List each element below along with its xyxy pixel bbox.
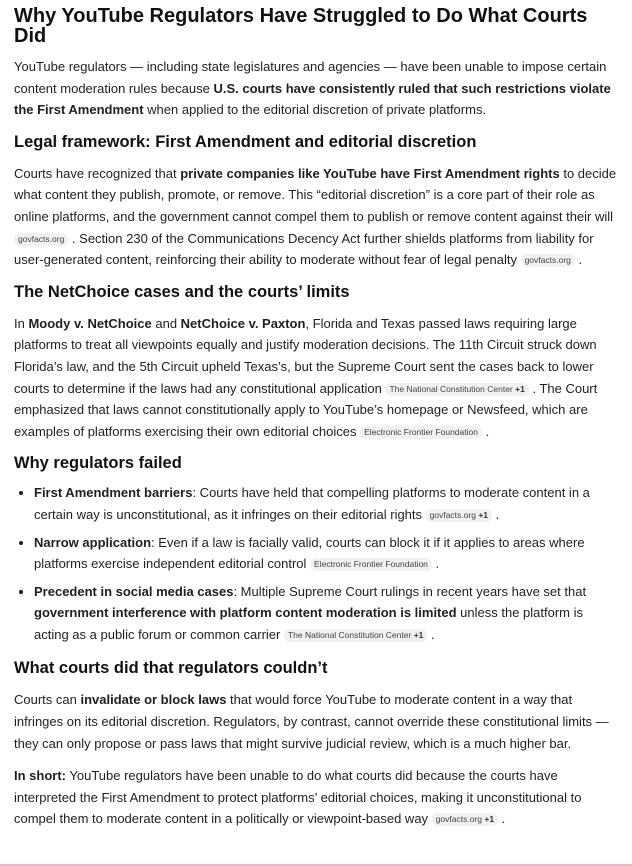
list-item-bold: government interference with platform content moderation is limited bbox=[34, 605, 457, 621]
source-chip[interactable] bbox=[310, 558, 432, 571]
summary-text: YouTube regulators have been unable to do what courts did because the courts have interpreted the First Amendment to protect platforms’ editorial choices, making it unconstitutional to compel them to moderate content in a politically or viewpoint-based way bbox=[14, 768, 582, 827]
list-item-text-end: . bbox=[492, 506, 500, 522]
netchoice-text-3: , Florida and Texas passed laws requiring large platforms to treat all viewpoints equally and justify moderation decisions. The 11th Circuit struck down Florida’s law, and the 5th Circuit upheld Texas’s, but the Supreme Court sent the cases back to lower courts to determine if the laws had any constitutional application bbox=[14, 315, 597, 396]
source-chip-label: govfacts.org bbox=[429, 509, 476, 520]
source-chip-label: Electronic Frontier Foundation bbox=[364, 426, 478, 437]
source-chip[interactable] bbox=[426, 509, 492, 522]
source-chip-label: Electronic Frontier Foundation bbox=[314, 559, 428, 570]
source-chip-label: govfacts.org bbox=[435, 814, 482, 825]
legal-text-2: to decide what content they publish, promote, or remove. This “editorial discretion” is a core part of their role as online platforms, and the government cannot compel them to publish or remove content against their will bbox=[14, 165, 617, 224]
source-chip[interactable] bbox=[284, 629, 427, 642]
source-chip-label: govfacts.org bbox=[524, 255, 571, 266]
list-item bbox=[34, 532, 618, 575]
summary-label: In short: bbox=[14, 768, 66, 784]
list-item-text-2: unless the platform is acting as a public forum or common carrier bbox=[34, 605, 584, 642]
list-item-title: First Amendment barriers bbox=[34, 485, 193, 501]
case-name-paxton: NetChoice v. Paxton bbox=[180, 315, 306, 331]
source-chip[interactable] bbox=[521, 254, 575, 267]
courts-paragraph bbox=[14, 689, 618, 754]
summary-text-end: . bbox=[498, 811, 506, 827]
section-heading-courts: What courts did that regulators couldn’t bbox=[14, 659, 328, 678]
source-chip-label: The National Constitution Center bbox=[287, 629, 412, 640]
netchoice-text-4: . The Court emphasized that laws cannot constitutionally apply to YouTube’s homepage or Newsfeed, which are examples of platforms exercising their own editorial choices bbox=[14, 380, 598, 439]
source-chip-label: The National Constitution Center bbox=[389, 383, 513, 394]
source-chip[interactable] bbox=[432, 813, 498, 826]
section-heading-why-failed: Why regulators failed bbox=[14, 454, 182, 473]
list-item-text: : Even if a law is facially valid, courts can block it if it applies to areas where platforms exercise independent editorial control bbox=[34, 534, 585, 572]
intro-bold: U.S. courts have consistently ruled that such restrictions violate the First Amendment bbox=[14, 80, 611, 118]
list-item-title: Precedent in social media cases bbox=[34, 583, 234, 599]
reasons-list bbox=[14, 482, 618, 645]
netchoice-text-5: . bbox=[481, 423, 490, 439]
summary-paragraph bbox=[14, 765, 618, 830]
source-chip[interactable] bbox=[385, 383, 528, 396]
list-item-text: : Courts have held that compelling platforms to moderate content in a certain way is unconstitutional, as it infringes on their editorial rights bbox=[34, 485, 590, 522]
source-chip-count: +1 bbox=[484, 814, 495, 825]
source-chip[interactable] bbox=[360, 426, 482, 439]
list-item-text-end: . bbox=[427, 626, 435, 642]
legal-paragraph bbox=[14, 163, 618, 271]
source-chip-count: +1 bbox=[413, 629, 424, 640]
list-item-text: : Multiple Supreme Court rulings in recent years have set that bbox=[233, 583, 587, 599]
legal-text-4: . bbox=[574, 252, 583, 268]
list-item-title: Narrow application bbox=[34, 534, 152, 550]
case-name-moody: Moody v. NetChoice bbox=[28, 315, 152, 331]
source-chip-count: +1 bbox=[515, 383, 525, 394]
courts-text-2: that would force YouTube to moderate content in a way that infringes on its editorial discretion. Regulators, by contrast, cannot override these constitutional limits — they can only propose or pass laws that might survive judicial review, which is a much higher bar. bbox=[14, 692, 609, 751]
courts-text: Courts can bbox=[14, 692, 81, 708]
section-heading-legal: Legal framework: First Amendment and editorial discretion bbox=[14, 132, 477, 151]
source-chip-count: +1 bbox=[478, 509, 489, 520]
netchoice-text: In bbox=[14, 315, 29, 331]
list-item bbox=[34, 482, 618, 525]
intro-text-end: when applied to the editorial discretion of private platforms. bbox=[143, 102, 487, 118]
legal-text: Courts have recognized that bbox=[14, 165, 181, 181]
netchoice-paragraph bbox=[14, 313, 618, 443]
intro-text: YouTube regulators — including state legislatures and agencies — have been unable to impose certain content moderation rules because bbox=[14, 59, 607, 96]
list-item-text-end: . bbox=[431, 556, 440, 572]
page-title: Why YouTube Regulators Have Struggled to Do What Courts Did bbox=[14, 5, 588, 47]
legal-text-3: . Section 230 of the Communications Decency Act further shields platforms from liability for user-generated content, reinforcing their ability to moderate without fear of legal penalty bbox=[14, 230, 594, 268]
courts-bold: invalidate or block laws bbox=[80, 692, 227, 708]
intro-paragraph bbox=[14, 56, 618, 121]
source-chip-label: govfacts.org bbox=[18, 233, 65, 244]
list-item bbox=[34, 581, 618, 646]
section-heading-netchoice: The NetChoice cases and the courts’ limits bbox=[14, 282, 350, 301]
source-chip[interactable] bbox=[14, 233, 68, 246]
netchoice-text-2: and bbox=[151, 315, 181, 331]
legal-bold: private companies like YouTube have First Amendment rights bbox=[180, 165, 560, 181]
